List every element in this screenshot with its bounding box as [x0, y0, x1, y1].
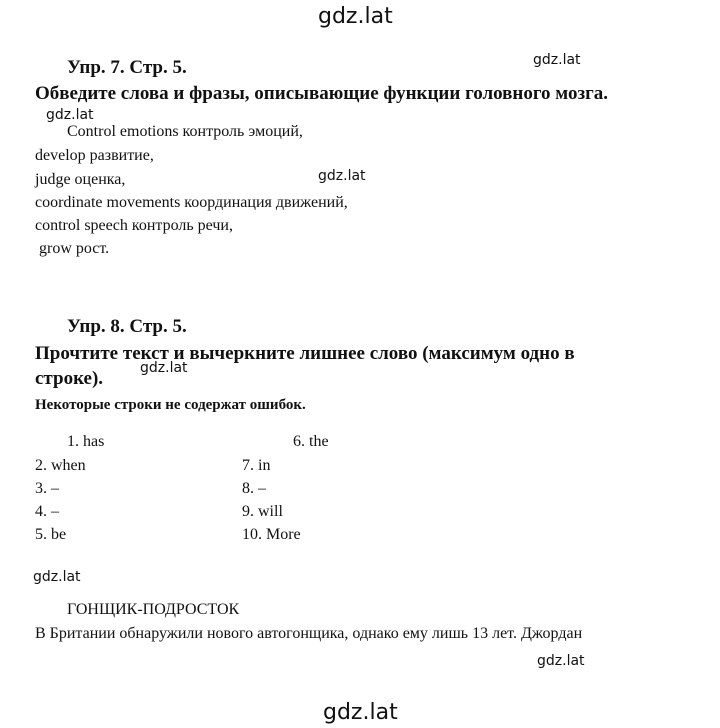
answer-item: 1. has	[67, 433, 105, 450]
exercise-7-line: coordinate movements координация движений,	[35, 194, 348, 211]
watermark-mid-2: gdz.lat	[140, 360, 188, 376]
answer-item: 8. –	[242, 480, 266, 497]
watermark-right-1: gdz.lat	[533, 52, 581, 68]
exercise-8-heading: Упр. 8. Стр. 5.	[67, 316, 187, 337]
answer-item: 7. in	[242, 457, 271, 474]
watermark-mid-1: gdz.lat	[318, 168, 366, 184]
story-text: В Британии обнаружили нового автогонщика, однако ему лишь 13 лет. Джордан	[35, 625, 583, 642]
watermark-bottom: gdz.lat	[323, 700, 398, 725]
exercise-7-line: Control emotions контроль эмоций,	[67, 123, 303, 140]
story-title: ГОНЩИК-ПОДРОСТОК	[67, 601, 240, 618]
answer-item: 2. when	[35, 457, 86, 474]
exercise-7-heading: Упр. 7. Стр. 5.	[67, 57, 187, 78]
exercise-7-line: judge оценка,	[35, 171, 126, 188]
watermark-top: gdz.lat	[318, 4, 393, 29]
exercise-7-line: develop развитие,	[35, 147, 154, 164]
answer-item: 9. will	[242, 503, 283, 520]
answer-item: 5. be	[35, 526, 67, 543]
exercise-8-task-line-2: строке).	[35, 368, 104, 389]
answer-item: 10. More	[242, 526, 301, 543]
exercise-7-line: grow рост.	[39, 240, 110, 257]
exercise-8-note: Некоторые строки не содержат ошибок.	[35, 397, 306, 413]
answer-item: 3. –	[35, 480, 59, 497]
answer-item: 6. the	[293, 433, 329, 450]
exercise-8-task-line-1: Прочтите текст и вычеркните лишнее слово (максимум одно в	[35, 343, 575, 364]
exercise-7-line: control speech контроль речи,	[35, 217, 233, 234]
watermark-left-2: gdz.lat	[33, 569, 81, 585]
exercise-7-task: Обведите слова и фразы, описывающие функции головного мозга.	[35, 83, 608, 104]
watermark-right-2: gdz.lat	[537, 653, 585, 669]
answer-item: 4. –	[35, 503, 59, 520]
watermark-left-1: gdz.lat	[46, 107, 94, 123]
